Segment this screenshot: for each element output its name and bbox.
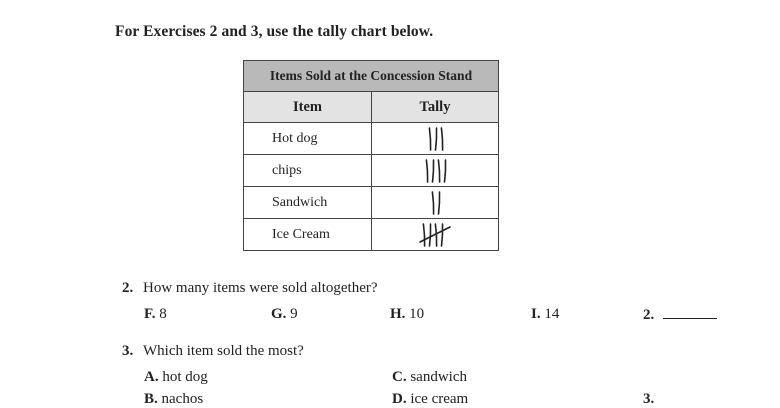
tally-marks-icon	[425, 125, 445, 153]
question-number: 2.	[122, 280, 134, 296]
option-text: 10	[409, 306, 425, 322]
option-c[interactable]	[392, 369, 467, 386]
option-h[interactable]	[390, 306, 424, 323]
answer-label: 3.	[643, 391, 655, 407]
option-g[interactable]	[271, 306, 298, 323]
option-text: 8	[159, 306, 167, 322]
question-3	[122, 343, 304, 360]
tally-stroke	[432, 192, 433, 214]
tally-cell	[372, 123, 499, 155]
option-text: hot dog	[162, 369, 208, 385]
option-i[interactable]	[531, 306, 559, 323]
item-cell: Hot dog	[244, 123, 372, 155]
table-row	[244, 219, 499, 251]
option-text: 9	[290, 306, 298, 322]
option-text: sandwich	[410, 369, 467, 385]
tally-cell	[372, 219, 499, 251]
column-header-item: Item	[244, 92, 372, 123]
answer-blank-2[interactable]	[643, 307, 717, 324]
tally-chart-table	[243, 60, 499, 251]
table-caption: Items Sold at the Concession Stand	[244, 61, 499, 92]
tally-stroke	[433, 160, 434, 182]
tally-stroke	[438, 160, 439, 182]
question-text: Which item sold the most?	[143, 343, 304, 359]
tally-stroke	[439, 192, 440, 214]
table-row	[244, 155, 499, 187]
tally-stroke	[423, 224, 424, 246]
question-number: 3.	[122, 343, 134, 359]
tally-marks-icon	[428, 189, 442, 217]
option-letter: G.	[271, 306, 287, 322]
tally-stroke	[426, 160, 427, 182]
option-letter: C.	[392, 369, 407, 385]
column-header-tally: Tally	[372, 92, 499, 123]
answer-label: 2.	[643, 307, 655, 323]
option-text: nachos	[161, 391, 204, 407]
tally-stroke	[445, 160, 446, 182]
tally-stroke	[436, 128, 437, 150]
tally-stroke	[442, 224, 443, 246]
option-f[interactable]	[144, 306, 167, 323]
answer-blank-3[interactable]	[643, 391, 654, 408]
exercise-instructions: For Exercises 2 and 3, use the tally chart below.	[115, 23, 434, 40]
option-letter: B.	[144, 391, 158, 407]
option-letter: F.	[144, 306, 156, 322]
option-a[interactable]	[144, 369, 208, 386]
table-row	[244, 123, 499, 155]
question-2	[122, 280, 378, 297]
tally-cell	[372, 155, 499, 187]
tally-stroke	[441, 128, 442, 150]
option-letter: A.	[144, 369, 159, 385]
option-letter: I.	[531, 306, 541, 322]
tally-stroke	[429, 128, 430, 150]
item-cell: Sandwich	[244, 187, 372, 219]
option-d[interactable]	[392, 391, 468, 408]
option-b[interactable]	[144, 391, 203, 408]
tally-cell	[372, 187, 499, 219]
option-text: ice cream	[410, 391, 469, 407]
tally-stroke	[430, 224, 431, 246]
tally-marks-icon	[419, 221, 451, 249]
tally-marks-icon	[422, 157, 448, 185]
question-text: How many items were sold altogether?	[143, 280, 378, 296]
item-cell: chips	[244, 155, 372, 187]
option-text: 14	[544, 306, 560, 322]
item-cell: Ice Cream	[244, 219, 372, 251]
option-letter: H.	[390, 306, 406, 322]
answer-line[interactable]	[663, 308, 717, 319]
option-letter: D.	[392, 391, 407, 407]
table-row	[244, 187, 499, 219]
